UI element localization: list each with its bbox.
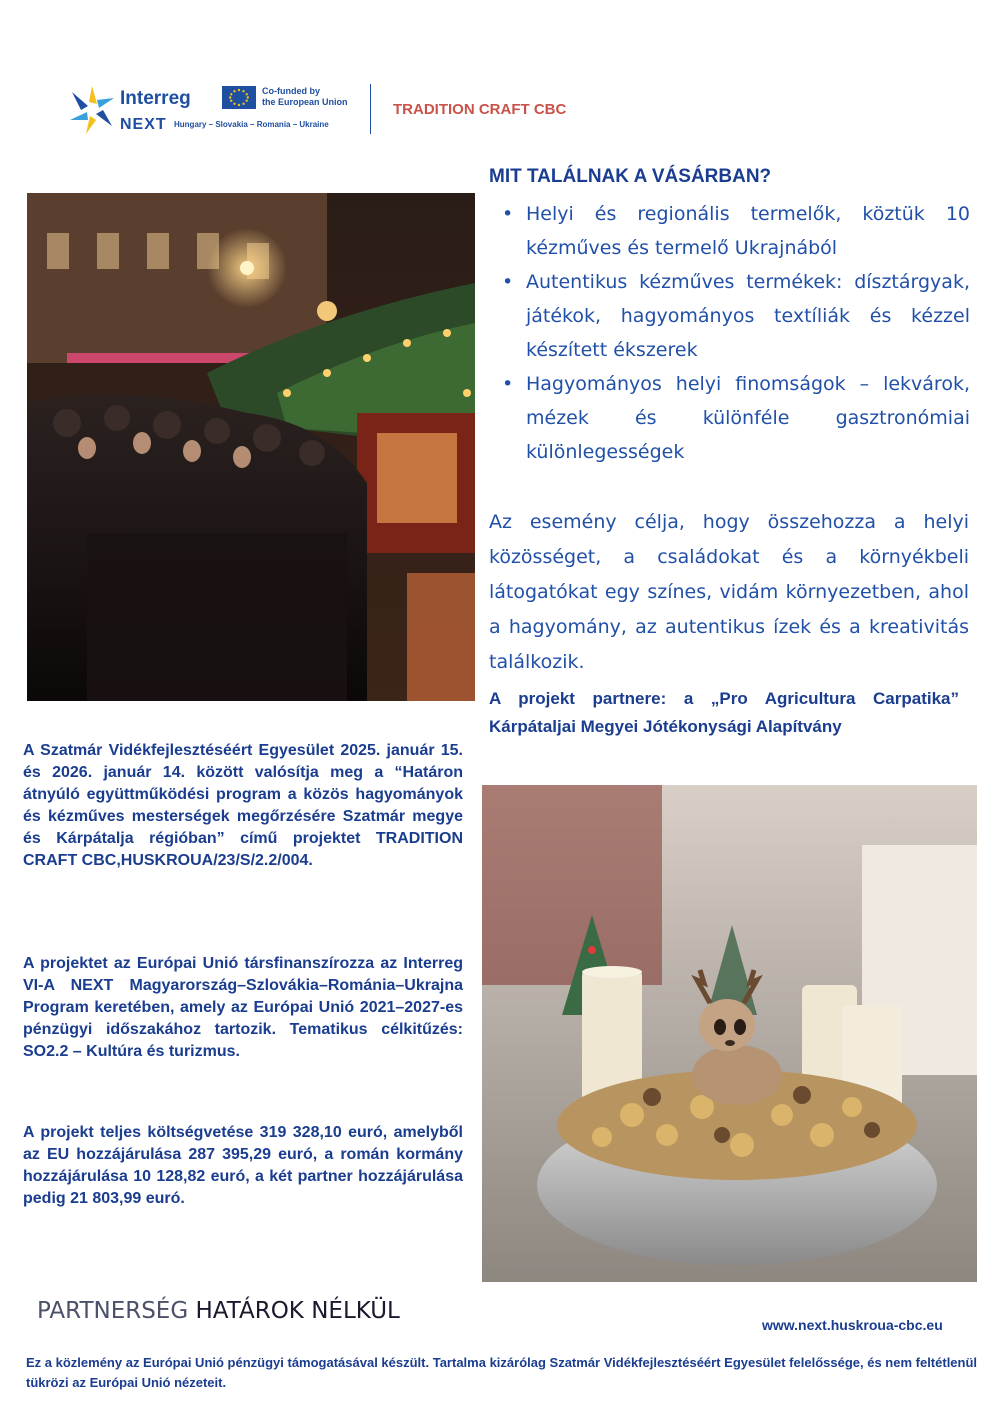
slogan-dark: HATÁROK NÉLKÜL bbox=[195, 1298, 400, 1324]
slogan-light: PARTNERSÉG bbox=[37, 1298, 189, 1324]
event-goal-paragraph: Az esemény célja, hogy összehozza a helyi közösséget, a családokat és a környékbeli látogatókat egy színes, vidám környezetben, ahol a hagyomány, az autentikus ízek és a kreativitás találkozik. bbox=[489, 511, 969, 673]
eu-disclaimer: Ez a közlemény az Európai Unió pénzügyi támogatásával készült. Tartalma kizárólag Szatmár Vidékfejlesztéséért Egyesület felelőssége, és nem feltétlenül tükrözi az Európai Unió nézeteit. bbox=[26, 1355, 978, 1390]
christmas-market-illustration bbox=[27, 193, 475, 701]
slogan bbox=[37, 1298, 400, 1324]
christmas-market-photo bbox=[27, 193, 475, 701]
list-item: • Hagyományos helyi finomságok – lekvárok, mézek és különféle gasztronómiai különlegességek bbox=[500, 367, 970, 469]
reindeer-decoration-photo bbox=[482, 785, 977, 1282]
logo-next: NEXT bbox=[120, 116, 167, 133]
cofinancing-paragraph: A projektet az Európai Unió társfinanszírozza az Interreg VI-A NEXT Magyarország–Szlovákia–Románia–Ukrajna Program keretében, amely az Európai Unió 2021–2027-es pénzügyi időszakához tartozik. Tematikus célkitűzés: SO2.2 – Kultúra és turizmus. bbox=[23, 955, 463, 1060]
project-name: TRADITION CRAFT CBC bbox=[393, 101, 567, 118]
header-divider bbox=[370, 84, 371, 134]
logo-brand: Interreg bbox=[120, 88, 191, 109]
list-item: • Autentikus kézműves termékek: dísztárgyak, játékok, hagyományos textíliák és kézzel készített ékszerek bbox=[500, 265, 970, 367]
market-heading: MIT TALÁLNAK A VÁSÁRBAN? bbox=[489, 166, 772, 187]
budget-paragraph: A projekt teljes költségvetése 319 328,10 euró, amelyből az EU hozzájárulása 287 395,29 euró, a román kormány hozzájárulása 10 128,82 euró, a két partner hozzájárulása pedig 21 803,99 euró. bbox=[23, 1124, 463, 1207]
project-intro-paragraph: A Szatmár Vidékfejlesztéséért Egyesület 2025. január 15. és 2026. január 14. között valósítja meg a “Határon átnyúló együttműködési program a közös hagyományok és kézműves mesterségek megőrzésére Szatmár megye és Kárpátalja régióban” című projektet TRADITION CRAFT CBC,HUSKROUA/23/S/2.2/004. bbox=[23, 742, 463, 869]
project-partner: A projekt partnere: a „Pro Agricultura Carpatika” Kárpátaljai Megyei Jótékonysági Alapítvány bbox=[489, 689, 959, 736]
interreg-logo bbox=[68, 80, 368, 140]
website-link[interactable]: www.next.huskroua-cbc.eu bbox=[762, 1317, 943, 1333]
reindeer-decoration-illustration bbox=[482, 785, 977, 1282]
list-item: • Helyi és regionális termelők, köztük 10 kézműves és termelő Ukrajnából bbox=[500, 197, 970, 265]
eu-cofunded-text: Co-funded by the European Union bbox=[262, 86, 348, 107]
feature-list bbox=[500, 197, 970, 469]
logo-countries: Hungary – Slovakia – Romania – Ukraine bbox=[174, 120, 329, 129]
eu-flag-icon bbox=[222, 86, 256, 109]
interreg-star-icon bbox=[68, 84, 118, 136]
